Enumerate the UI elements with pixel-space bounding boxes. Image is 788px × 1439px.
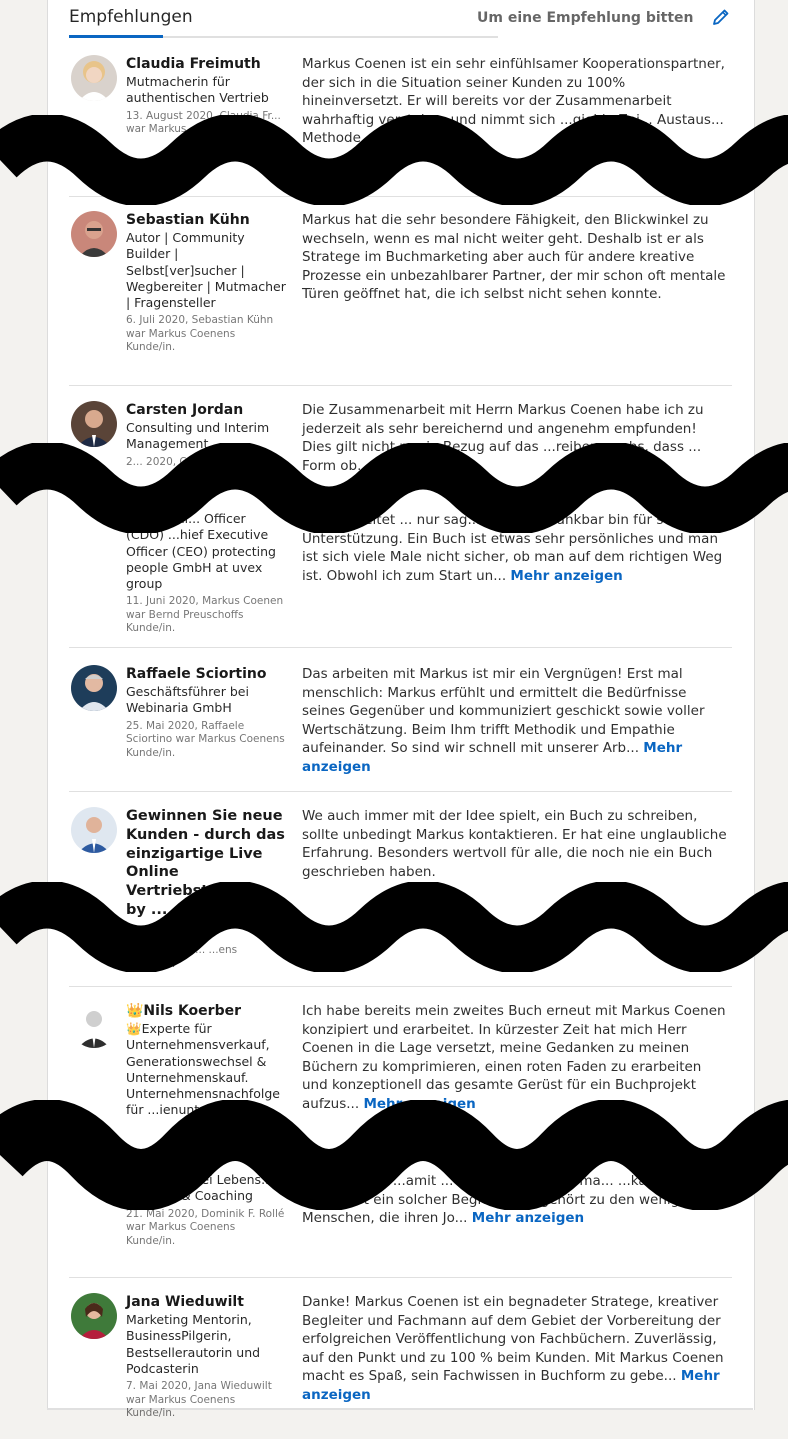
recommendation-body: Markus hat die sehr besondere Fähigkeit, den Blickwinkel zu wechseln, wenn es mal nicht weiter geht. Deshalb ist er als Stratege im Buchmarketing aber auch für andere kreative Prozesse ein unbezahlbarer Partner, der mir schon oft mentale Türen geöffnet hat, die ich selbst nicht sehen konnte. bbox=[302, 212, 726, 303]
recommendation-meta: 21. Mai 2020, Dominik F. Rollé war Markus Coenens Kunde/in. bbox=[126, 1207, 285, 1247]
recommendation-text bbox=[302, 665, 730, 777]
recommender-headline: ...g Sh... ...bei Lebens... ...g Shui & Coaching bbox=[126, 1172, 273, 1204]
tab-active-indicator bbox=[69, 35, 163, 38]
recommender-name[interactable]: 👑Nils Koerber bbox=[126, 1003, 241, 1019]
recommendation-text bbox=[302, 1293, 730, 1405]
recommender-name[interactable]: Gewinnen Sie neue Kunden - durch das einzigartige Live Online Vertriebstraining by ... bbox=[126, 808, 285, 918]
show-more-link[interactable]: M... bbox=[378, 130, 407, 147]
recommender-headline: Mutmacherin für authentischen Vertrieb bbox=[126, 74, 269, 106]
show-more-link[interactable]: Mehr anzeigen bbox=[471, 1210, 585, 1227]
recommendation-meta: 7. Mai 2020, Jana Wieduwilt war Markus Coenens Kunde/in. bbox=[126, 1380, 272, 1420]
divider bbox=[69, 1277, 732, 1278]
avatar[interactable] bbox=[71, 807, 117, 853]
recommendation-body: Markus Coenen ist ein sehr einfühlsamer Kooperationspartner, der sich in die Situation seiner Kunden zu 100% hineinversetzt. Er will bereits vor der Zusammenarbeit wahrhaftig verstehen und nimmt sich ...giebig Zei... Austaus... Methode... bbox=[302, 56, 725, 147]
recommendation-text bbox=[302, 211, 730, 304]
recommendation-meta: 13. August 2020, Claudia Fr... war Markus ...nde/in. bbox=[126, 109, 281, 136]
recommendation-body: We auch immer mit der Idee spielt, ein Buch zu schreiben, sollte unbedingt Markus kontaktieren. Er hat eine unglaubliche Erfahrung. Besonders wertvoll für alle, die noch nie ein Buch geschrieben haben. bbox=[302, 808, 727, 880]
recommender-name[interactable]: Claudia Freimuth bbox=[126, 56, 261, 72]
recommendation-meta: ...nger war M... ...ens Kunde/in. bbox=[126, 944, 238, 970]
recommendation-text bbox=[302, 1002, 730, 1114]
recommendation-meta: 2... 2020, Carsten ...kus C... bbox=[126, 455, 273, 468]
redaction-wave bbox=[0, 1100, 788, 1210]
recommendations-tabs bbox=[69, 0, 498, 40]
recommender-name[interactable]: Carsten Jordan bbox=[126, 402, 244, 418]
recommendation-meta: 6. Juli 2020, Sebastian Kühn war Markus Coenens Kunde/in. bbox=[126, 314, 274, 354]
redaction-wave bbox=[0, 882, 788, 972]
recommender-headline: Group Chi... Officer (CDO) ...hief Executive Officer (CEO) protecting people GmbH at uvex group bbox=[126, 511, 276, 592]
recommendation-text bbox=[302, 807, 730, 881]
recommendation-body: Ich habe bereits mein zweites Buch erneut mit Markus Coenen konzipiert und erarbeitet. In kürzester Zeit hat mich Herr Coenen in die Lage versetzt, meine Gedanken zu meinen Büchern zu komprimieren, einen roten Faden zu erarbeiten und konzeptionell das gesamte Gerüst für ein Buchprojekt aufzus... bbox=[302, 1003, 726, 1112]
recommendation-meta: 11. Juni 2020, Markus Coenen war Bernd Preuschoffs Kunde/in. bbox=[126, 595, 284, 635]
show-more-link[interactable]: Mehr anzeigen bbox=[510, 567, 623, 584]
avatar[interactable] bbox=[71, 211, 117, 257]
recommendation-body: E... ...verfü... ...amit ... Pote... ...as Beste ma... ...kannst. Mar... ...enen ist ein solcher Begleiter! Er gehört zu den wenigen Menschen, die ihren Jo... bbox=[302, 1173, 722, 1227]
recommendation-body: zus... arbeitet ... nur sag... ihm sehr dankbar bin für seine Unterstützung. Ein Buch ist etwas sehr persönliches und man ist sich viele Male nicht sicher, ob man auf dem richtigen Weg ist. Obwohl ich zum Start un... bbox=[302, 512, 723, 584]
recommender-headline: Consulting und Interim Management bbox=[126, 420, 270, 452]
redaction-wave bbox=[0, 443, 788, 533]
recommender-name[interactable]: Raffaele Sciortino bbox=[126, 666, 267, 682]
recommender-headline: Geschäftsführer bei Webinaria GmbH bbox=[126, 684, 249, 716]
recommendation-body: Danke! Markus Coenen ist ein begnadeter Stratege, kreativer Begleiter und Fachmann auf dem Gebiet der Vorbereitung der erfolgreichen Veröffentlichung von Fachbüchern. Zuverlässig, auf den Punkt und zu 100 % beim Kunden. Mit Markus Coenen macht es Spaß, sein Fachwissen in Buchform zu gebe... bbox=[302, 1294, 724, 1385]
recommendation-body: Die Zusammenarbeit mit Herrn Markus Coenen habe ich zu jederzeit als sehr bereichernd und angenehm empfunden! Dies gilt nicht nur in Bezug auf das ...reiben m...hs, dass ... Form ob... bbox=[302, 402, 704, 474]
redaction-wave bbox=[0, 115, 788, 205]
avatar[interactable] bbox=[71, 1002, 117, 1048]
pencil-icon[interactable] bbox=[710, 6, 732, 28]
tab-recommendations[interactable]: Empfehlungen bbox=[69, 7, 193, 27]
avatar[interactable] bbox=[71, 401, 117, 447]
recommender-name[interactable]: Sebastian Kühn bbox=[126, 212, 250, 228]
show-more-link[interactable]: Mehr anzeigen bbox=[302, 740, 683, 775]
divider bbox=[69, 385, 732, 386]
divider bbox=[69, 647, 732, 648]
show-more-link[interactable]: Mehr anzeigen bbox=[363, 1095, 476, 1112]
avatar[interactable] bbox=[71, 1293, 117, 1339]
avatar[interactable] bbox=[71, 665, 117, 711]
show-more-link[interactable]: Mehr anzeigen bbox=[302, 1368, 720, 1403]
recommender-headline: Marketing Mentorin, BusinessPilgerin, Bestsellerautorin und Podcasterin bbox=[126, 1312, 261, 1376]
recommendation-body: Das arbeiten mit Markus ist mir ein Vergnügen! Erst mal menschlich: Markus erfühlt und ermittelt die Bedürfnisse seines Gegenüber und kommuniziert geschickt sowie voller Wertschätzung. Beim Ihm trifft Methodik und Empathie aufeinander. So sind wir schnell mit unserer Arb... bbox=[302, 666, 705, 757]
avatar[interactable] bbox=[71, 55, 117, 101]
recommender-name[interactable]: Jana Wieduwilt bbox=[126, 1294, 244, 1310]
recommendation-meta: 25. Mai 2020, Raffaele Sciortino war Markus Coenens Kunde/in. bbox=[126, 719, 285, 759]
divider bbox=[69, 791, 732, 792]
request-recommendation-link[interactable]: Um eine Empfehlung bitten bbox=[477, 10, 694, 26]
divider bbox=[69, 986, 732, 987]
recommender-headline: Autor | Community Builder | Selbst[ver]sucher | Wegbereiter | Mutmacher | Fragensteller bbox=[126, 230, 286, 311]
recommender-headline: 👑Experte für Unternehmensverkauf, Generationswechsel & Unternehmenskauf. Unternehmensnachfolge für ...ienunternehme... bbox=[126, 1021, 280, 1118]
